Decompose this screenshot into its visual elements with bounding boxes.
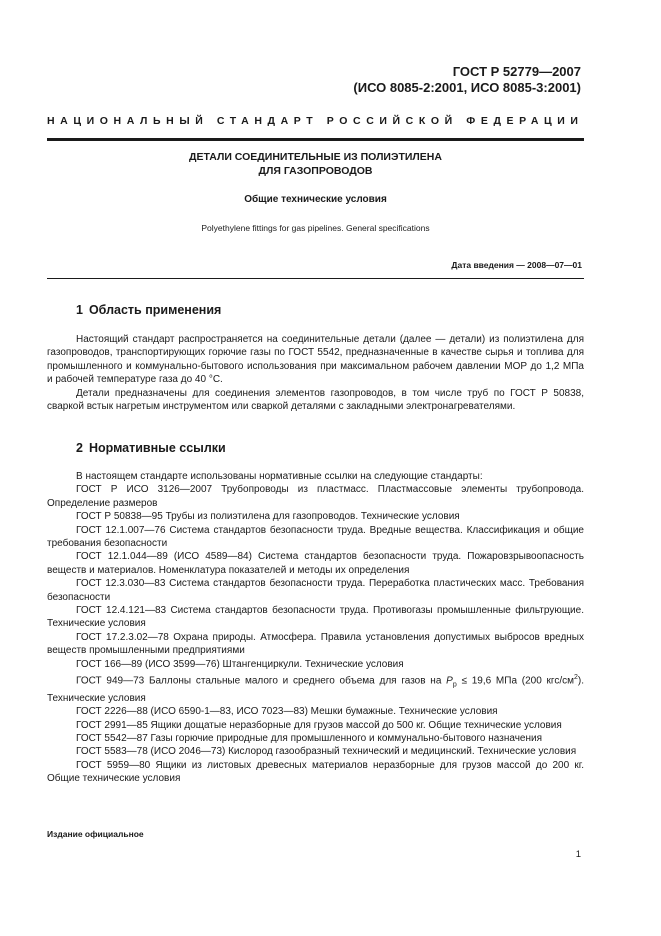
- pressure-symbol: P: [446, 675, 453, 687]
- section-1-body: [47, 333, 584, 413]
- reference-item: ГОСТ 166—89 (ИСО 3599—76) Штангенциркули. Технические условия: [76, 658, 404, 670]
- page-number: 1: [575, 849, 581, 860]
- paragraph: Настоящий стандарт распространяется на соединительные детали (далее — детали) из полиэтилена для газопроводов, транспортирующих горючие газы по ГОСТ 5542, предназначенные в качестве сырья и топлива для промышленного и коммунально-бытового использования при максимальном рабочем давлении МОР до 1,2 МПа и рабочей температуре газа до 40 °С.: [47, 334, 584, 386]
- header-divider: [47, 138, 584, 141]
- reference-item: ГОСТ Р 50838—95 Трубы из полиэтилена для газопроводов. Технические условия: [76, 511, 460, 523]
- references-intro: В настоящем стандарте использованы нормативные ссылки на следующие стандарты:: [76, 471, 483, 482]
- reference-item: ГОСТ 5959—80 Ящики из листовых древесных материалов неразборные для грузов массой до 200 кг. Общие технические условия: [47, 759, 584, 785]
- reference-item: ГОСТ 17.2.3.02—78 Охрана природы. Атмосфера. Правила установления допустимых выбросов вредных веществ промышленными предприятиями: [47, 631, 584, 657]
- reference-item-gost-949: [47, 671, 584, 705]
- title-line-2: ДЛЯ ГАЗОПРОВОДОВ: [258, 165, 373, 177]
- reference-item: ГОСТ 5583—78 (ИСО 2046—73) Кислород газообразный технический и медицинский. Технические условия: [76, 746, 577, 758]
- reference-item: ГОСТ 12.1.007—76 Система стандартов безопасности труда. Вредные вещества. Классификация и общие требования безопасности: [47, 524, 584, 550]
- document-subtitle: Общие технические условия: [244, 194, 387, 205]
- reference-item: ГОСТ Р ИСО 3126—2007 Трубопроводы из пластмасс. Пластмассовые элементы трубопровода. Определение размеров: [47, 484, 584, 509]
- section-number: 2: [76, 441, 83, 455]
- official-edition-label: Издание официальное: [47, 829, 144, 839]
- normative-references-list: [47, 470, 584, 786]
- introduction-date: Дата введения — 2008—07—01: [451, 260, 582, 270]
- section-2-heading: [76, 441, 226, 455]
- section-1-heading: [76, 303, 221, 317]
- iso-reference: (ИСО 8085-2:2001, ИСО 8085-3:2001): [353, 80, 581, 95]
- section-number: 1: [76, 303, 83, 317]
- ref-text: ГОСТ 949—73 Баллоны стальные малого и среднего объема для газов на: [76, 675, 447, 687]
- english-title: Polyethylene fittings for gas pipelines. General specifications: [201, 223, 430, 233]
- ref-text: ≤ 19,6 МПа (200 кгс/см: [456, 675, 574, 687]
- reference-item: ГОСТ 12.4.121—83 Система стандартов безопасности труда. Противогазы промышленные фильтрующие. Технические условия: [47, 605, 584, 630]
- document-title: [47, 150, 584, 178]
- pressure-subscript: р: [452, 681, 457, 689]
- title-line-1: ДЕТАЛИ СОЕДИНИТЕЛЬНЫЕ ИЗ ПОЛИЭТИЛЕНА: [189, 151, 442, 163]
- standard-number: ГОСТ Р 52779—2007: [452, 64, 581, 79]
- reference-item: ГОСТ 2226—88 (ИСО 6590-1—83, ИСО 7023—83) Мешки бумажные. Технические условия: [76, 706, 498, 718]
- reference-item: ГОСТ 12.1.044—89 (ИСО 4589—84) Система стандартов безопасности труда. Пожаровзрывоопасность веществ и материалов. Номенклатура показателей и методы их определения: [47, 551, 584, 576]
- national-standard-banner: НАЦИОНАЛЬНЫЙ СТАНДАРТ РОССИЙСКОЙ ФЕДЕРАЦИИ: [47, 115, 584, 127]
- reference-item: ГОСТ 2991—85 Ящики дощатые неразборные для грузов массой до 500 кг. Общие технические условия: [76, 719, 562, 731]
- reference-item: ГОСТ 5542—87 Газы горючие природные для промышленного и коммунально-бытового назначения: [76, 733, 542, 745]
- section-title: Область применения: [88, 303, 222, 317]
- section-title: Нормативные ссылки: [88, 441, 226, 455]
- unit-superscript: 2: [573, 674, 578, 682]
- date-divider: [47, 278, 584, 279]
- paragraph: Детали предназначены для соединения элементов газопроводов, в том числе труб по ГОСТ Р 50838, сваркой встык нагретым инструментом или сваркой деталями с закладными электронагревателями.: [47, 387, 584, 413]
- ref-text: ). Технические условия: [47, 675, 584, 704]
- standard-designation: [353, 64, 581, 96]
- reference-item: ГОСТ 12.3.030—83 Система стандартов безопасности труда. Переработка пластических масс. Требования безопасности: [47, 578, 584, 603]
